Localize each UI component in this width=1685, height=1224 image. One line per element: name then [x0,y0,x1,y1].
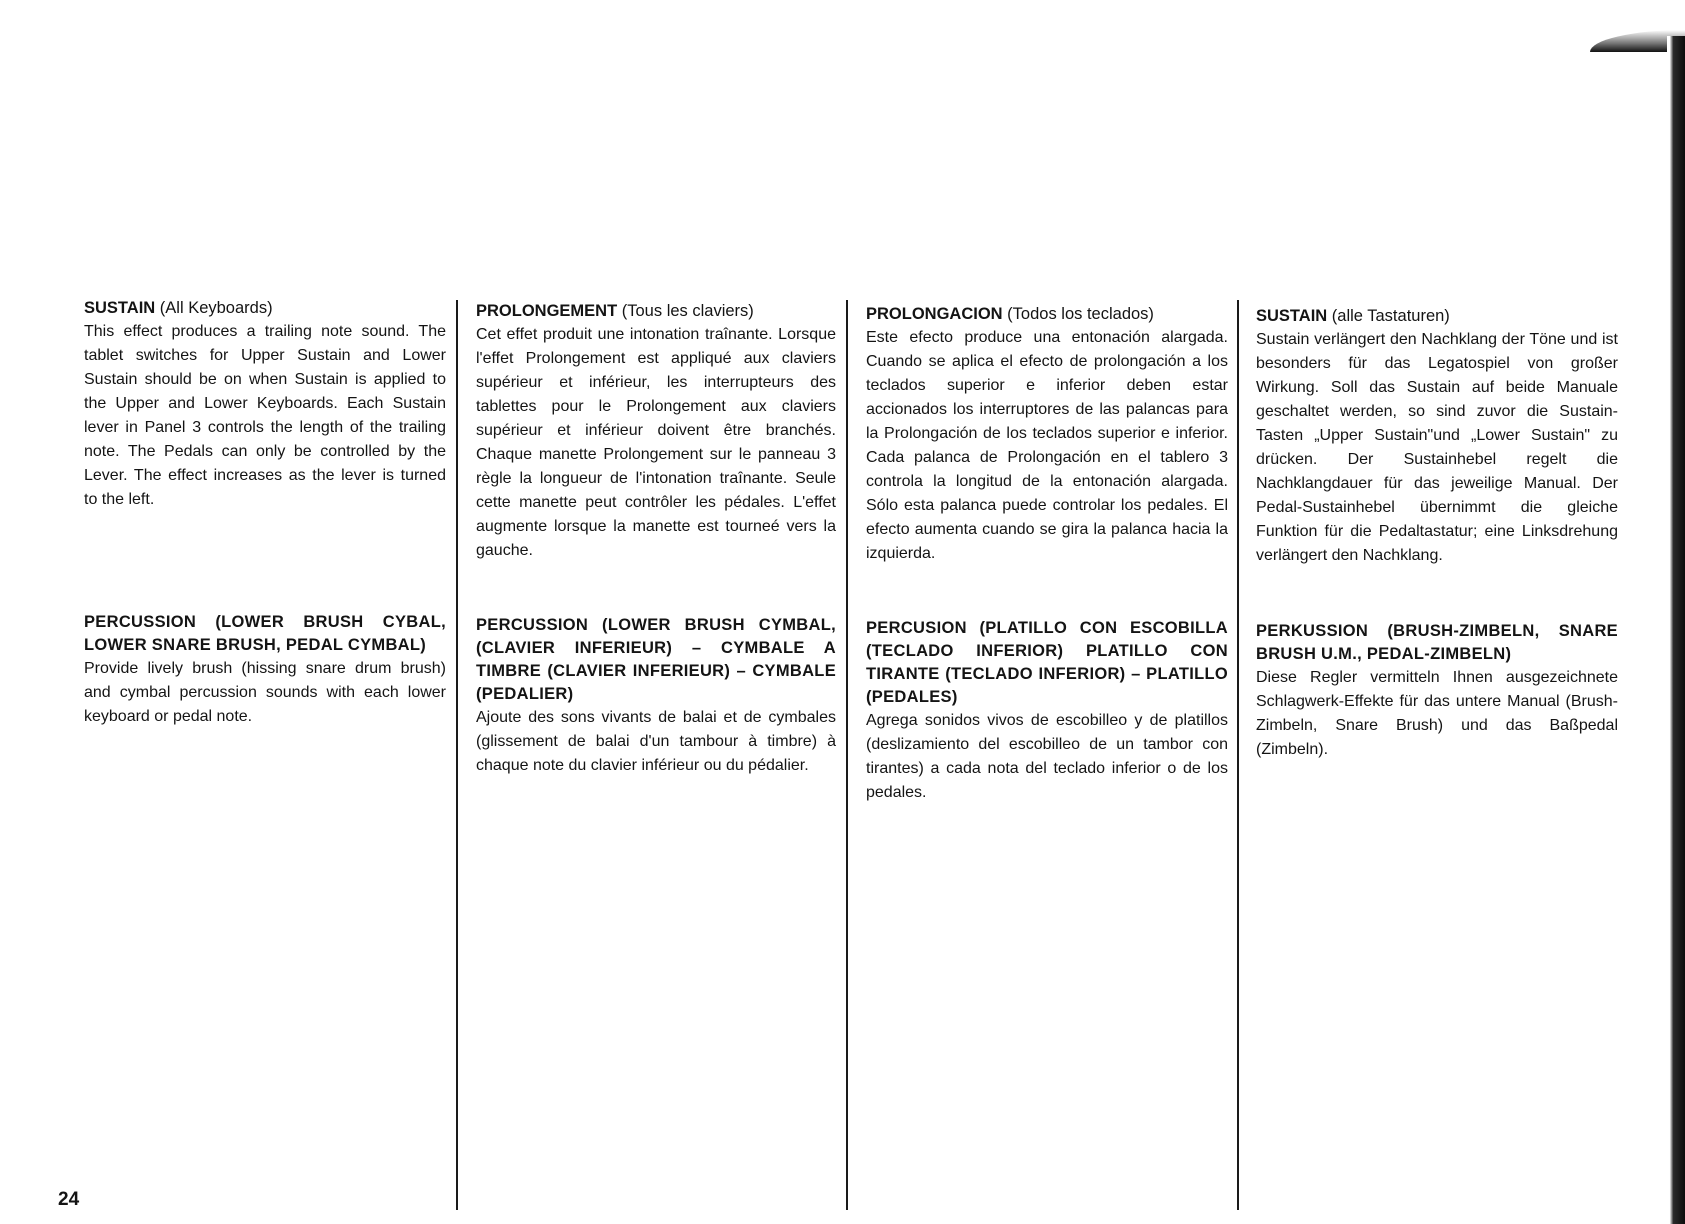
percussion-section [866,617,1228,805]
percussion-section [476,614,836,778]
sustain-body: Cet effet produit une intonation traînante. Lorsque l'effet Prolongement est appliqué aux claviers supérieur et inférieur, les interrupteurs des tablettes pour le Prolongement aux claviers supérieur et inférieur doivent être branchés. Chaque manette Prolongement sur le panneau 3 règle la longueur de l'intonation traînante. Seule cette manette peut contrôler les pédales. L'effet augmente lorsque la manette est tourneé vers la gauche. [476,326,836,559]
percussion-heading: PERCUSION (PLATILLO CON ESCOBILLA (TECLADO INFERIOR) PLATILLO CON TIRANTE (TECLADO INFERIOR) – PLATILLO (PEDALES) [866,619,1228,706]
sustain-section [1256,305,1618,568]
sustain-section [84,297,446,512]
sustain-heading-subtitle: (Tous les claviers) [617,302,754,320]
sustain-section [476,300,836,563]
sustain-heading [866,303,1228,326]
column-divider-1 [456,300,458,1210]
percussion-body: Provide lively brush (hissing snare drum brush) and cymbal percussion sounds with each lower keyboard or pedal note. [84,660,446,725]
sustain-body: This effect produces a trailing note sound. The tablet switches for Upper Sustain and Lower Sustain should be on when Sustain is applied to the Upper and Lower Keyboards. Each Sustain lever in Panel 3 controls the length of the trailing note. The Pedals can only be controlled by the Lever. The effect increases as the lever is turned to the left. [84,323,446,508]
percussion-heading: PERKUSSION (BRUSH-ZIMBELN, SNARE BRUSH U.M., PEDAL-ZIMBELN) [1256,622,1618,663]
sustain-heading-title: SUSTAIN [1256,307,1328,325]
percussion-section [84,611,446,729]
sustain-body: Este efecto produce una entonación alargada. Cuando se aplica el efecto de prolongación a los teclados superior e inferior deben estar accionados los interruptores de las palancas para la Prolongación de los teclados superior e inferior. Cada palanca de Prolongación en el tablero 3 controla la longitud de la entonación alargada. Sólo esta palanca puede controlar los pedales. El efecto aumenta cuando se gira la palanca hacia la izquierda. [866,329,1228,562]
sustain-heading-title: PROLONGEMENT [476,302,618,320]
percussion-section [1256,620,1618,762]
percussion-heading: PERCUSSION (LOWER BRUSH CYMBAL, (CLAVIER INFERIEUR) – CYMBALE A TIMBRE (CLAVIER INFERIEUR) – CYMBALE (PEDALIER) [476,616,836,703]
sustain-heading-subtitle: (Todos los teclados) [1002,305,1154,323]
sustain-heading [476,300,836,323]
percussion-body: Ajoute des sons vivants de balai et de cymbales (glissement de balai d'un tambour à timbre) à chaque note du clavier inférieur ou du pédalier. [476,709,836,774]
sustain-heading-subtitle: (All Keyboards) [155,299,273,317]
sustain-section [866,303,1228,566]
sustain-heading-subtitle: (alle Tastaturen) [1327,307,1450,325]
column-divider-3 [1237,300,1239,1210]
sustain-heading [1256,305,1618,328]
percussion-body: Agrega sonidos vivos de escobilleo y de platillos (deslizamiento del escobilleo de un tambor con tirantes) a cada nota del teclado inferior o de los pedales. [866,712,1228,801]
sustain-heading [84,297,446,320]
sustain-heading-title: PROLONGACION [866,305,1003,323]
page-number: 24 [58,1189,80,1210]
binding-edge-shadow [1667,36,1685,1224]
percussion-body: Diese Regler vermitteln Ihnen ausgezeichnete Schlagwerk-Effekte für das untere Manual (Brush-Zimbeln, Snare Brush) und das Baßpedal (Zimbeln). [1256,669,1618,758]
percussion-heading: PERCUSSION (LOWER BRUSH CYBAL, LOWER SNARE BRUSH, PEDAL CYMBAL) [84,613,446,654]
sustain-heading-title: SUSTAIN [84,299,156,317]
sustain-body: Sustain verlängert den Nachklang der Töne und ist besonders für das Legatospiel von großer Wirkung. Soll das Sustain auf beide Manuale geschaltet werden, so sind zuvor die Sustain-Tasten „Upper Sustain"und „Lower Sustain" zu drücken. Der Sustainhebel regelt die Nachklangdauer für das jeweilige Manual. Der Pedal-Sustainhebel übernimmt die gleiche Funktion für die Pedaltastatur; eine Linksdrehung verlängert den Nachklang. [1256,331,1618,564]
column-divider-2 [846,300,848,1210]
